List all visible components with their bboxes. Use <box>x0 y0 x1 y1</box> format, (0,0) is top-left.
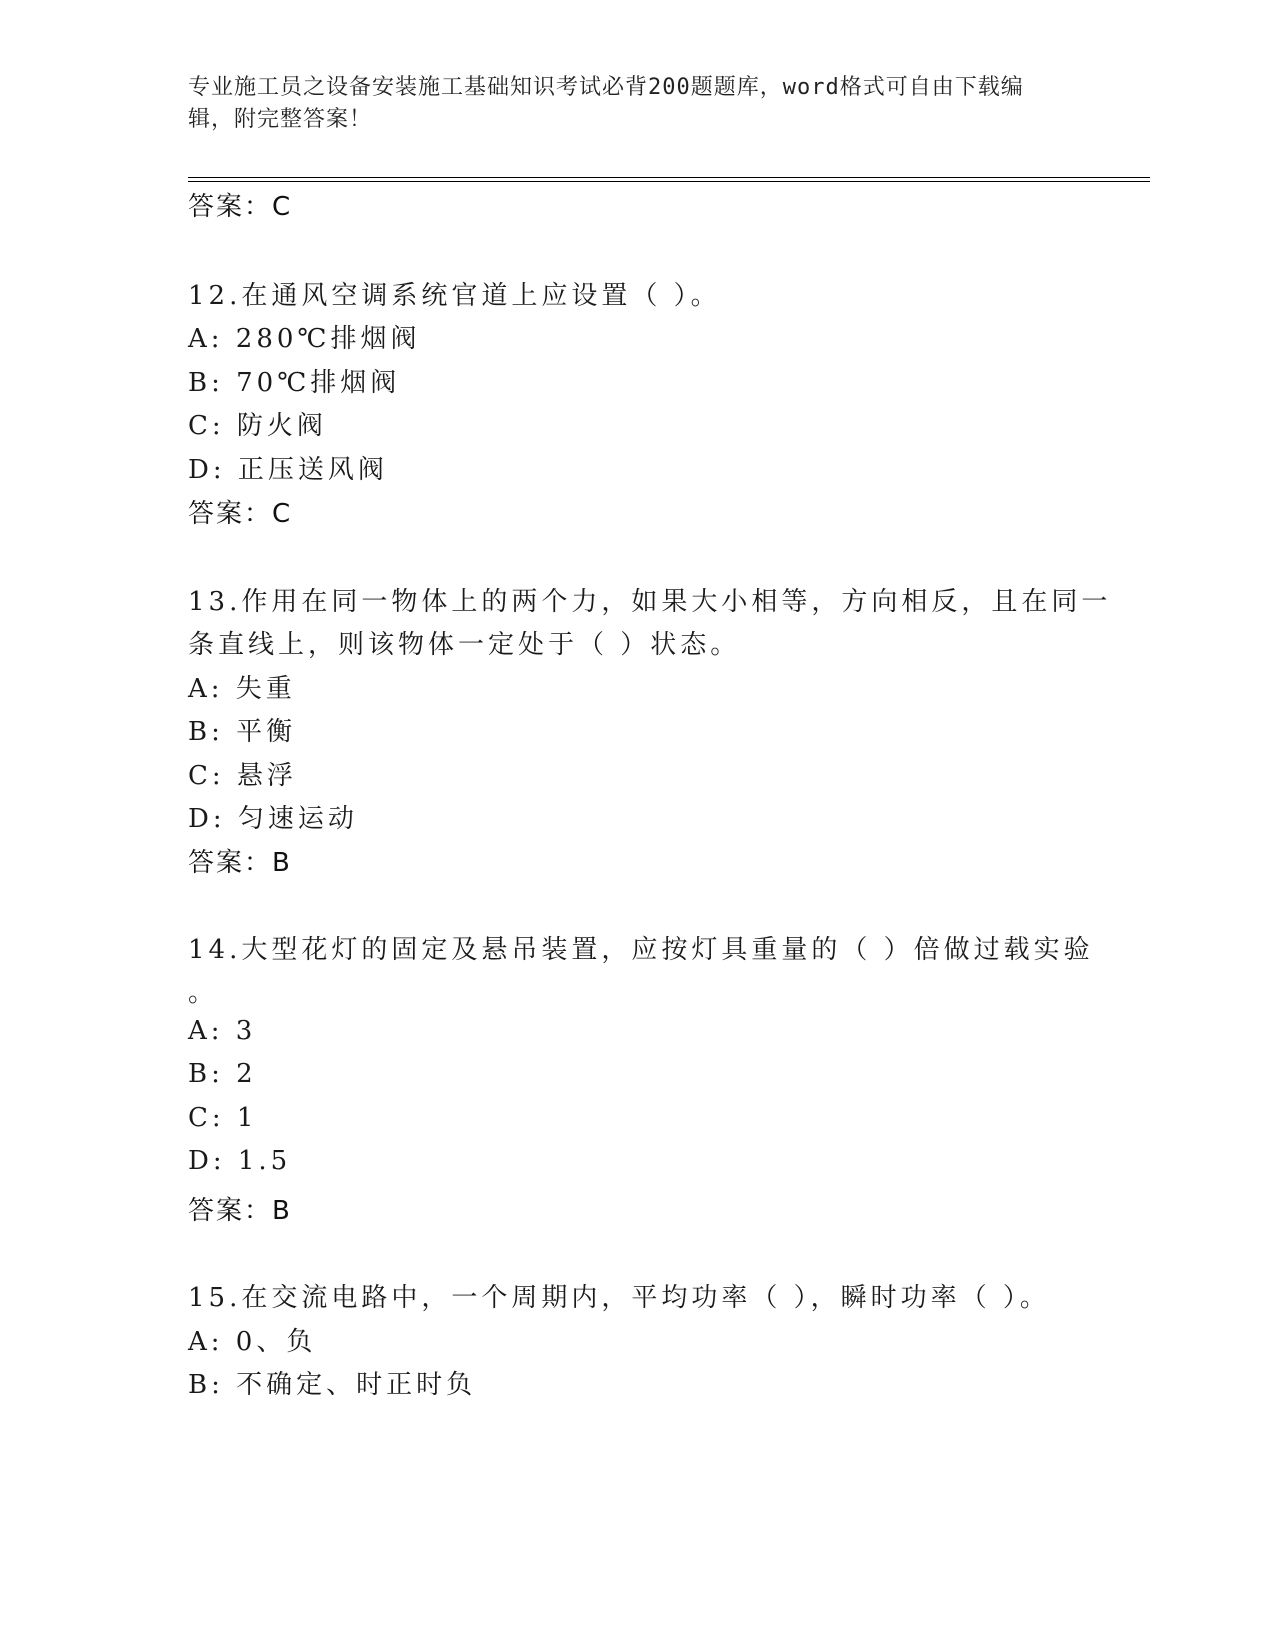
option-a: A: 3 <box>188 1016 257 1046</box>
option-b: B: 2 <box>188 1059 257 1089</box>
question-text: 13.作用在同一物体上的两个力，如果大小相等，方向相反，且在同一 <box>188 587 1112 617</box>
option-b: B: 不确定、时正时负 <box>188 1370 477 1400</box>
question-text-continued: 条直线上，则该物体一定处于（ ）状态。 <box>188 630 741 660</box>
answer-line: 答案：B <box>188 848 292 878</box>
answer-line: 答案：C <box>188 192 293 222</box>
header-divider-bottom <box>188 181 1150 182</box>
option-b: B: 平衡 <box>188 717 297 747</box>
question-text: 14.大型花灯的固定及悬吊装置，应按灯具重量的（ ）倍做过载实验 <box>188 935 1094 965</box>
option-a: A: 失重 <box>188 674 296 704</box>
option-a: A: 280℃排烟阀 <box>188 324 421 354</box>
option-c: C: 防火阀 <box>188 411 327 441</box>
document-header: 专业施工员之设备安装施工基础知识考试必背200题题库，word格式可自由下载编辑，附完整答案！ <box>188 75 1024 132</box>
option-d: D: 正压送风阀 <box>188 455 388 485</box>
question-text: 12.在通风空调系统官道上应设置（ ）。 <box>188 281 721 311</box>
question-text: 15.在交流电路中，一个周期内，平均功率（ ），瞬时功率（ ）。 <box>188 1283 1050 1313</box>
option-a: A: 0、负 <box>188 1327 317 1357</box>
option-c: C: 悬浮 <box>188 761 297 791</box>
option-d: D: 匀速运动 <box>188 804 358 834</box>
question-text-continued: 。 <box>188 978 219 1008</box>
option-c: C: 1 <box>188 1103 258 1133</box>
option-b: B: 70℃排烟阀 <box>188 368 401 398</box>
option-d: D: 1.5 <box>188 1146 292 1176</box>
answer-line: 答案：C <box>188 499 293 529</box>
header-divider-top <box>188 177 1150 178</box>
answer-line: 答案：B <box>188 1196 292 1226</box>
